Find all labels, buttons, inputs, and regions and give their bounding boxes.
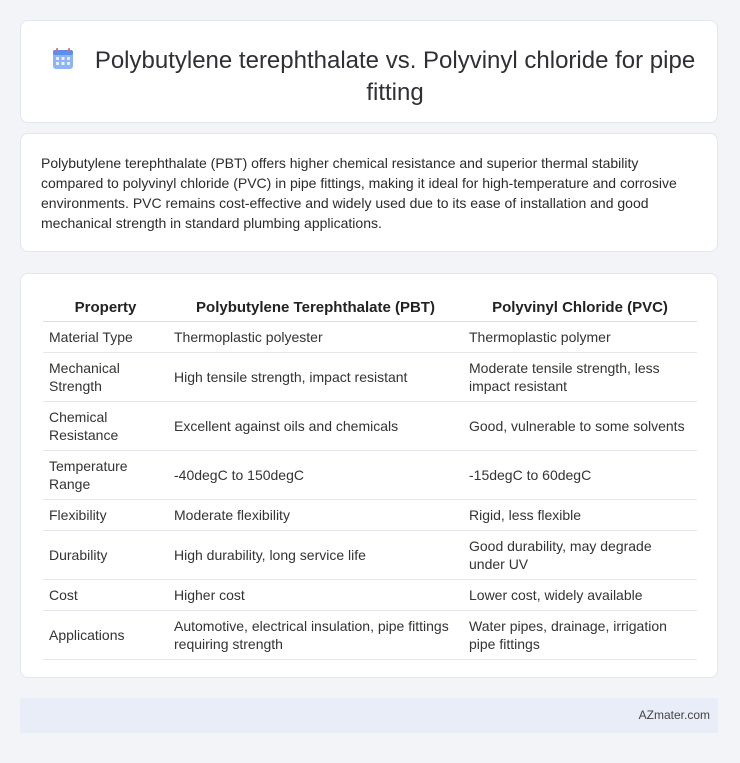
- comparison-table: [43, 295, 697, 660]
- footer-brand[interactable]: AZmater.com: [638, 708, 710, 722]
- pbt-cell: Excellent against oils and chemicals: [168, 402, 463, 451]
- pbt-cell: High tensile strength, impact resistant: [168, 353, 463, 402]
- table-header-row: [43, 295, 697, 322]
- table-row: [43, 580, 697, 611]
- property-cell: Mechanical Strength: [43, 353, 168, 402]
- pbt-cell: Higher cost: [168, 580, 463, 611]
- property-cell: Temperature Range: [43, 451, 168, 500]
- table-row: [43, 531, 697, 580]
- property-cell: Applications: [43, 611, 168, 660]
- pvc-cell: Good, vulnerable to some solvents: [463, 402, 697, 451]
- property-cell: Durability: [43, 531, 168, 580]
- table-row: [43, 611, 697, 660]
- property-cell: Cost: [43, 580, 168, 611]
- table-row: [43, 402, 697, 451]
- pbt-cell: Automotive, electrical insulation, pipe fittings requiring strength: [168, 611, 463, 660]
- pbt-cell: Thermoplastic polyester: [168, 322, 463, 353]
- property-cell: Chemical Resistance: [43, 402, 168, 451]
- table-row: [43, 451, 697, 500]
- pvc-cell: Good durability, may degrade under UV: [463, 531, 697, 580]
- summary-card: [20, 133, 718, 252]
- header-pbt: Polybutylene Terephthalate (PBT): [168, 295, 463, 322]
- pbt-cell: Moderate flexibility: [168, 500, 463, 531]
- header-pvc: Polyvinyl Chloride (PVC): [463, 295, 697, 322]
- header-property: Property: [43, 295, 168, 322]
- comparison-table-card: [20, 273, 718, 678]
- footer-bar: [20, 698, 718, 733]
- property-cell: Material Type: [43, 322, 168, 353]
- pvc-cell: Water pipes, drainage, irrigation pipe fittings: [463, 611, 697, 660]
- summary-text: Polybutylene terephthalate (PBT) offers higher chemical resistance and superior thermal stability compared to polyvinyl chloride (PVC) in pipe fittings, making it ideal for high-temperature and corrosive environments. PVC remains cost-effective and widely used due to its ease of installation and good mechanical strength in standard plumbing applications.: [41, 155, 677, 231]
- title-card: [20, 20, 718, 123]
- pvc-cell: Thermoplastic polymer: [463, 322, 697, 353]
- pvc-cell: Lower cost, widely available: [463, 580, 697, 611]
- pvc-cell: -15degC to 60degC: [463, 451, 697, 500]
- pbt-cell: High durability, long service life: [168, 531, 463, 580]
- table-row: [43, 353, 697, 402]
- pvc-cell: Moderate tensile strength, less impact resistant: [463, 353, 697, 402]
- page-title: Polybutylene terephthalate vs. Polyvinyl chloride for pipe fitting: [94, 47, 696, 106]
- table-row: [43, 322, 697, 353]
- pbt-cell: -40degC to 150degC: [168, 451, 463, 500]
- calendar-icon: [51, 47, 75, 71]
- pvc-cell: Rigid, less flexible: [463, 500, 697, 531]
- table-row: [43, 500, 697, 531]
- property-cell: Flexibility: [43, 500, 168, 531]
